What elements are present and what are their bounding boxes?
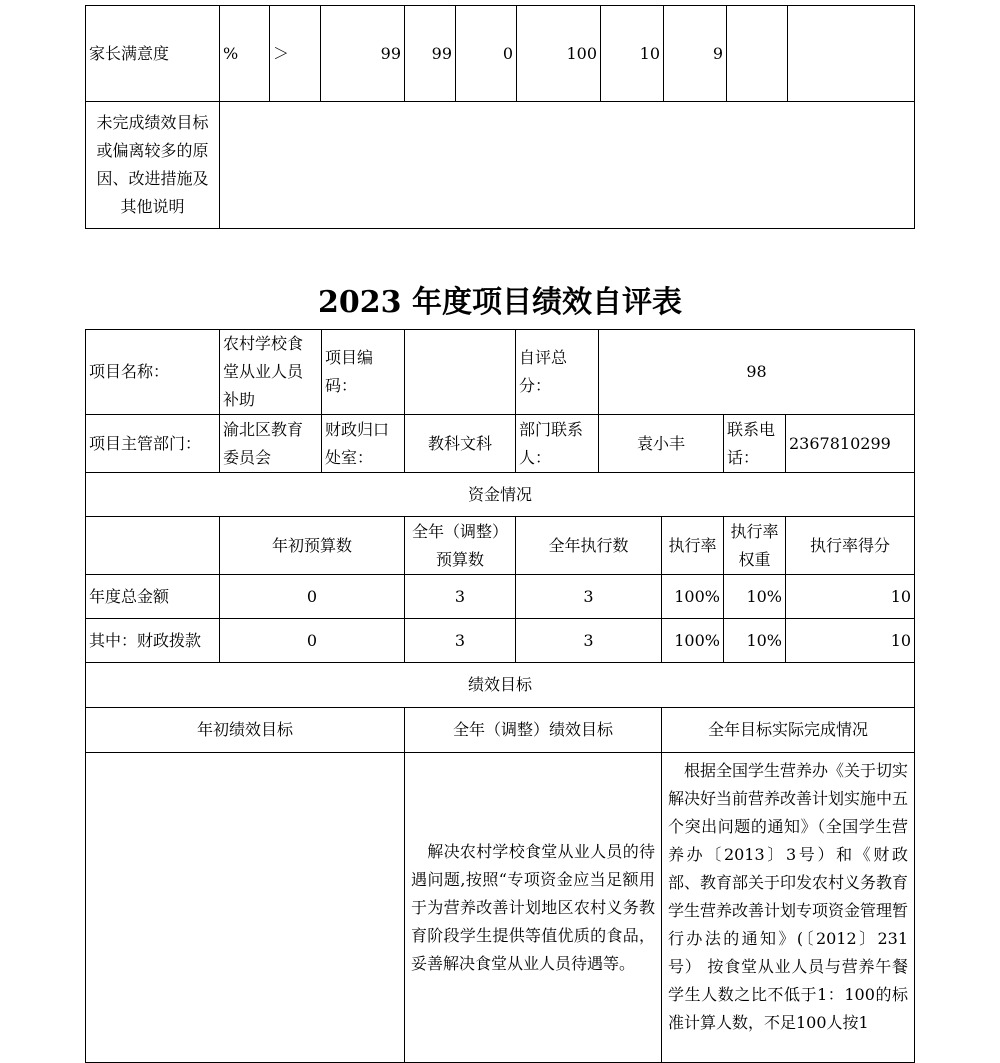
phone-value: 2367810299 (786, 415, 915, 473)
previous-table-fragment (85, 5, 915, 229)
satisfaction-cell: 100 (517, 6, 601, 102)
satisfaction-cell (727, 6, 788, 102)
satisfaction-unit: % (220, 6, 270, 102)
project-code-value (405, 330, 516, 415)
satisfaction-label: 家长满意度 (86, 6, 220, 102)
funds-cell: 3 (405, 575, 516, 619)
funds-cell: 0 (220, 575, 405, 619)
funds-header: 执行率 (662, 517, 724, 575)
funds-cell: 10% (724, 619, 786, 663)
funds-cell: 0 (220, 619, 405, 663)
project-code-label: 项目编码： (322, 330, 405, 415)
satisfaction-cell: 0 (456, 6, 517, 102)
funds-header: 全年（调整）预算数 (405, 517, 516, 575)
funds-cell: 3 (516, 619, 662, 663)
funds-cell: 3 (405, 619, 516, 663)
goals-section-title: 绩效目标 (86, 663, 915, 708)
dept-label: 项目主管部门： (86, 415, 220, 473)
dept-value: 渝北区教育委员会 (220, 415, 322, 473)
funds-cell: 100% (662, 619, 724, 663)
satisfaction-operator: ＞ (270, 6, 321, 102)
funds-cell: 10 (786, 619, 915, 663)
finance-value: 教科文科 (405, 415, 516, 473)
funds-header: 执行率得分 (786, 517, 915, 575)
contact-label: 部门联系人： (516, 415, 599, 473)
unfinished-reason-value (220, 102, 915, 229)
satisfaction-cell (788, 6, 915, 102)
funds-header: 年初预算数 (220, 517, 405, 575)
project-name-label: 项目名称： (86, 330, 220, 415)
funds-header: 全年执行数 (516, 517, 662, 575)
funds-cell: 10% (724, 575, 786, 619)
funds-section-title: 资金情况 (86, 473, 915, 517)
goals-header: 全年目标实际完成情况 (662, 708, 915, 753)
goal-actual: 根据全国学生营养办《关于切实解决好当前营养改善计划实施中五个突出问题的通知》（全国学生营养办〔2013〕3号）和《财政部、教育部关于印发农村义务教育学生营养改善计划专项资金管理暂行办法的通知》(〔2012〕231号） 按食堂从业人员与营养午餐学生人数之比不低于1：100的标准计算人数，不足100人按1 (662, 753, 915, 1063)
funds-header: 执行率权重 (724, 517, 786, 575)
satisfaction-cell: 10 (601, 6, 664, 102)
project-name-value: 农村学校食堂从业人员补助 (220, 330, 322, 415)
satisfaction-cell: 99 (321, 6, 405, 102)
funds-cell: 3 (516, 575, 662, 619)
satisfaction-cell: 9 (664, 6, 727, 102)
goal-initial (86, 753, 405, 1063)
satisfaction-cell: 99 (405, 6, 456, 102)
funds-row-label: 其中：财政拨款 (86, 619, 220, 663)
page-title: 2023 年度项目绩效自评表 (318, 285, 682, 320)
phone-label: 联系电话： (724, 415, 786, 473)
self-score-value: 98 (599, 330, 915, 415)
funds-header-blank (86, 517, 220, 575)
funds-row-label: 年度总金额 (86, 575, 220, 619)
unfinished-reason-label: 未完成绩效目标或偏离较多的原因、改进措施及其他说明 (86, 102, 220, 229)
evaluation-table (85, 329, 915, 1063)
goal-adjusted: 解决农村学校食堂从业人员的待遇问题,按照“专项资金应当足额用于为营养改善计划地区农村义务教育阶段学生提供等值优质的食品，妥善解决食堂从业人员待遇等。 (405, 753, 662, 1063)
goals-header: 全年（调整）绩效目标 (405, 708, 662, 753)
funds-cell: 10 (786, 575, 915, 619)
goals-header: 年初绩效目标 (86, 708, 405, 753)
self-score-label: 自评总分： (516, 330, 599, 415)
contact-value: 袁小丰 (599, 415, 724, 473)
funds-cell: 100% (662, 575, 724, 619)
finance-label: 财政归口处室： (322, 415, 405, 473)
